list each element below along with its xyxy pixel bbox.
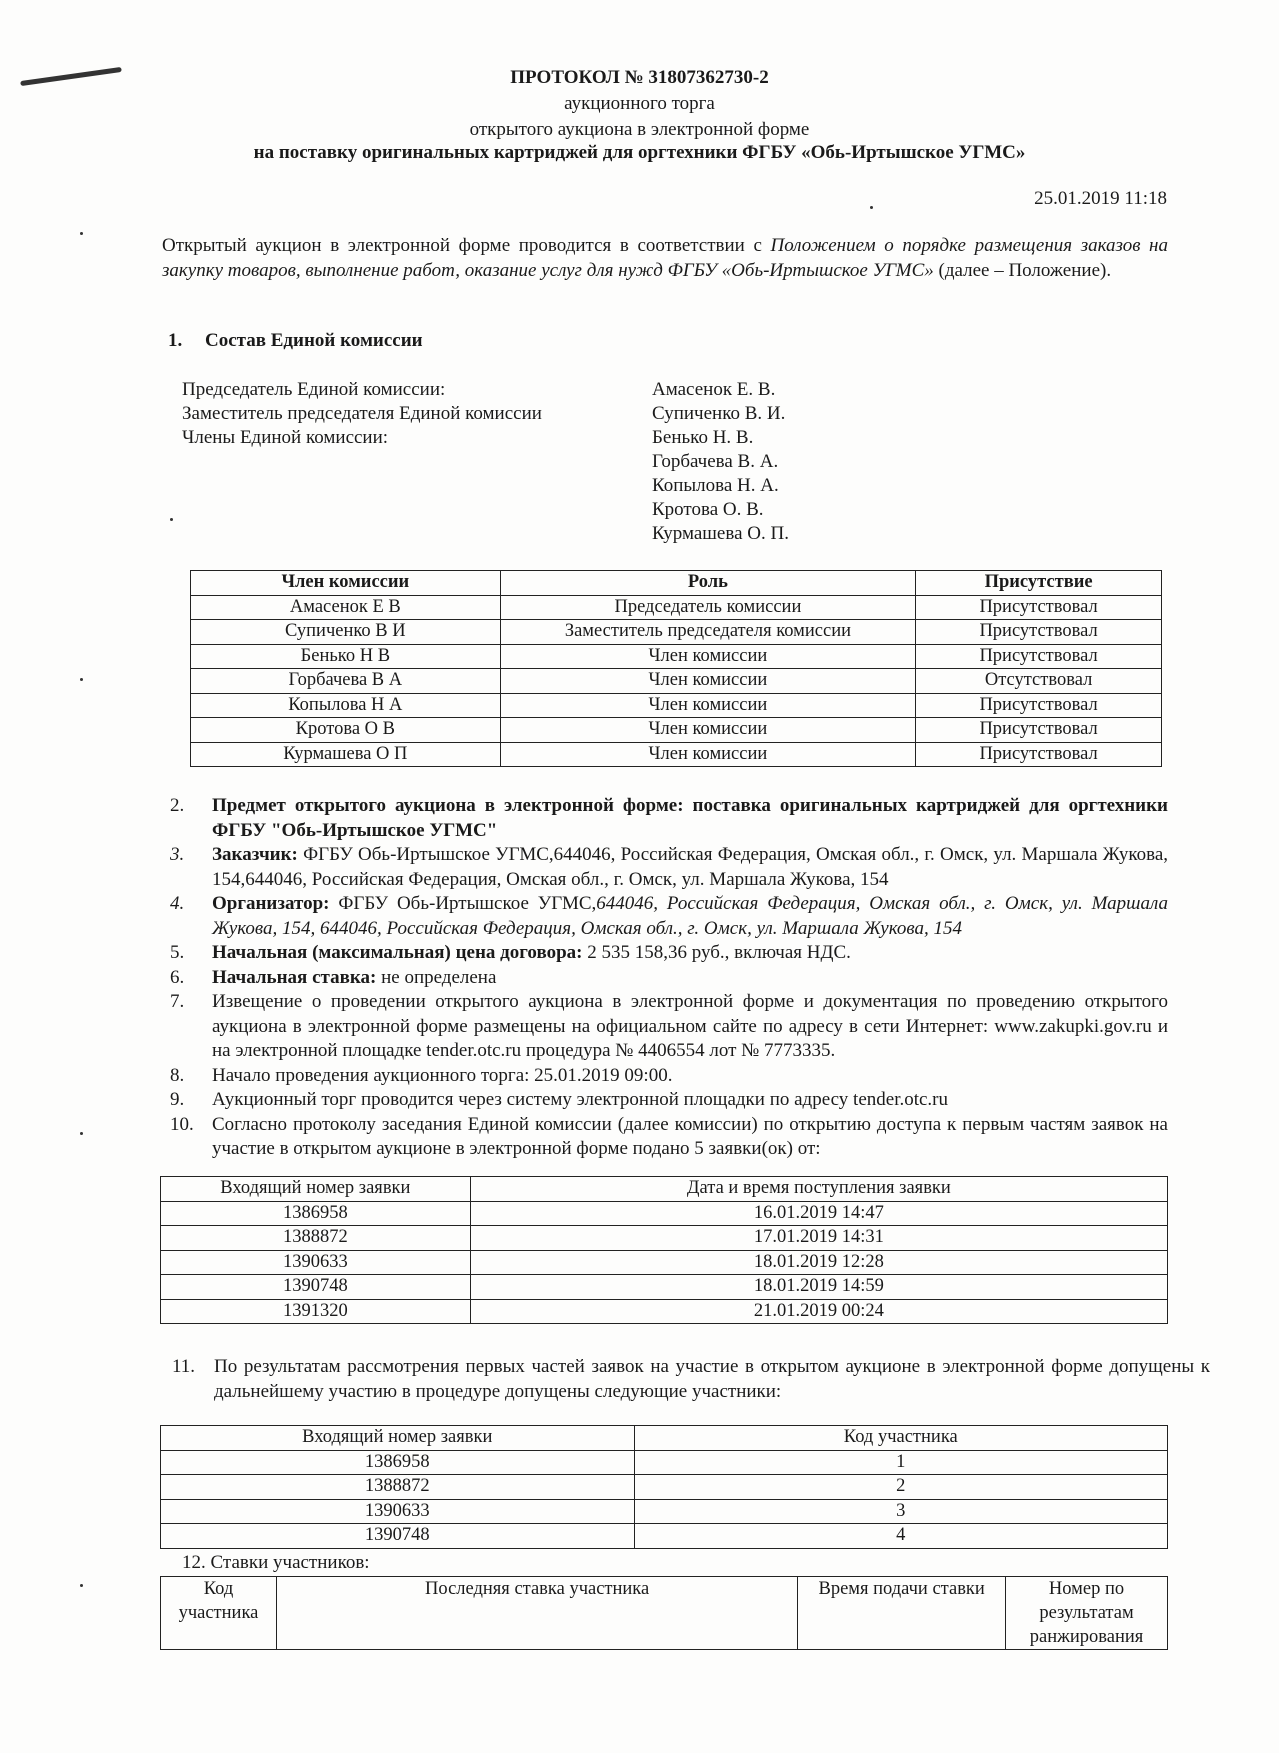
column-header: Номер по результатам ранжирования xyxy=(1006,1577,1168,1650)
item-number: 11. xyxy=(172,1356,196,1377)
item-text: Начало проведения аукционного торга: 25.01.2019 09:00. xyxy=(212,1064,673,1086)
column-header: Роль xyxy=(500,571,916,596)
item-text: не определена xyxy=(376,966,497,988)
table-cell: 4 xyxy=(634,1524,1167,1549)
commission-roles xyxy=(182,378,542,450)
table-cell: 1386958 xyxy=(161,1450,635,1475)
scan-speck xyxy=(170,518,173,521)
section-1-heading xyxy=(168,330,423,352)
table-cell: Член комиссии xyxy=(500,693,916,718)
section-number: 1. xyxy=(168,330,183,351)
commission-names xyxy=(652,378,789,546)
table-cell: 1388872 xyxy=(161,1226,471,1251)
table-row xyxy=(161,1499,1168,1524)
column-header: Код участника xyxy=(161,1577,277,1650)
member-name: Супиченко В. И. xyxy=(652,403,786,424)
member-name: Копылова Н. А. xyxy=(652,475,779,496)
list-item xyxy=(170,941,1168,966)
column-header: Член комиссии xyxy=(191,571,501,596)
table-cell: Супиченко В И xyxy=(191,620,501,645)
table-cell: 1391320 xyxy=(161,1299,471,1324)
table-row xyxy=(191,669,1162,694)
role-deputy: Заместитель председателя Единой комиссии xyxy=(182,403,542,424)
table-cell: Член комиссии xyxy=(500,742,916,767)
intro-text-1: Открытый аукцион в электронной форме проводится в соответствии с xyxy=(162,235,771,256)
table-cell: Член комиссии xyxy=(500,669,916,694)
role-members: Члены Единой комиссии: xyxy=(182,427,389,448)
item-label: Начальная ставка: xyxy=(212,966,377,988)
table-cell: Копылова Н А xyxy=(191,693,501,718)
table-row xyxy=(191,742,1162,767)
table-cell: 21.01.2019 00:24 xyxy=(470,1299,1167,1324)
item-number: 9. xyxy=(170,1089,185,1110)
list-item xyxy=(170,1088,1168,1113)
item-number: 2. xyxy=(170,795,185,816)
item-number: 6. xyxy=(170,966,185,988)
applications-table xyxy=(160,1176,1168,1324)
table-row xyxy=(161,1475,1168,1500)
table-cell: Заместитель председателя комиссии xyxy=(500,620,916,645)
protocol-subtitle-3: на поставку оригинальных картриджей для оргтехники ФГБУ «Обь-Иртышское УГМС» xyxy=(253,142,1026,163)
table-cell: 1 xyxy=(634,1450,1167,1475)
column-header: Дата и время поступления заявки xyxy=(470,1177,1167,1202)
intro-italic: Положением о порядке размещения заказов на закупку товаров, выполнение работ, оказание услуг для нужд ФГБУ «Обь-Иртышское УГМС» xyxy=(162,235,1168,281)
table-cell: Присутствовал xyxy=(916,742,1162,767)
table-cell: Присутствовал xyxy=(916,644,1162,669)
item-number: 7. xyxy=(170,991,185,1012)
column-header: Присутствие xyxy=(916,571,1162,596)
column-header: Последняя ставка участника xyxy=(276,1577,797,1650)
table-cell: 1390748 xyxy=(161,1275,471,1300)
table-cell: Горбачева В А xyxy=(191,669,501,694)
item-label: Организатор: xyxy=(212,893,330,914)
item-italic-text: 644046, Российская Федерация, Омская обл., г. Омск, ул. Маршала Жукова, 154, 644046, Российская Федерация, Омская обл., г. Омск, ул. Маршала Жукова, 154 xyxy=(212,893,1168,939)
section-title: Состав Единой комиссии xyxy=(205,330,423,351)
table-cell: 1390633 xyxy=(161,1250,471,1275)
item-text: Ставки участников: xyxy=(210,1552,370,1573)
table-row xyxy=(161,1250,1168,1275)
list-item-12 xyxy=(182,1552,370,1574)
list-item xyxy=(170,966,1168,991)
item-label: Начальная (максимальная) цена договора: xyxy=(212,942,583,963)
table-cell: Бенько Н В xyxy=(191,644,501,669)
member-name: Курмашева О. П. xyxy=(652,523,789,544)
admitted-table xyxy=(160,1425,1168,1549)
numbered-items xyxy=(170,794,1168,1162)
protocol-date: 25.01.2019 11:18 xyxy=(1034,188,1167,209)
list-item xyxy=(170,892,1168,941)
table-cell: Член комиссии xyxy=(500,644,916,669)
column-header: Код участника xyxy=(634,1426,1167,1451)
table-row xyxy=(161,1275,1168,1300)
table-cell: 1390748 xyxy=(161,1524,635,1549)
table-row xyxy=(191,644,1162,669)
item-label: Заказчик: xyxy=(212,844,298,865)
table-cell: 18.01.2019 14:59 xyxy=(470,1275,1167,1300)
table-cell: Курмашева О П xyxy=(191,742,501,767)
table-header-row xyxy=(191,571,1162,596)
list-item xyxy=(170,843,1168,892)
scan-speck xyxy=(870,206,873,209)
table-row xyxy=(161,1226,1168,1251)
table-cell: 1388872 xyxy=(161,1475,635,1500)
item-number: 8. xyxy=(170,1064,185,1086)
item-text: Согласно протоколу заседания Единой комиссии (далее комиссии) по открытию доступа к первым частям заявок на участие в открытом аукционе в электронной форме подано 5 заявки(ок) от: xyxy=(212,1113,1168,1159)
member-name: Амасенок Е. В. xyxy=(652,379,776,400)
scan-speck xyxy=(80,1132,83,1135)
table-cell: Отсутствовал xyxy=(916,669,1162,694)
item-number: 4. xyxy=(170,893,185,914)
table-row xyxy=(191,693,1162,718)
table-cell: Присутствовал xyxy=(916,718,1162,743)
item-number: 10. xyxy=(170,1113,194,1135)
table-cell: Присутствовал xyxy=(916,595,1162,620)
table-cell: 17.01.2019 14:31 xyxy=(470,1226,1167,1251)
scan-speck xyxy=(80,1584,83,1587)
item-number: 5. xyxy=(170,942,185,963)
table-cell: Присутствовал xyxy=(916,620,1162,645)
table-cell: 3 xyxy=(634,1499,1167,1524)
item-number: 12. xyxy=(182,1552,206,1573)
list-item xyxy=(170,1113,1168,1162)
intro-text-2: (далее – Положение). xyxy=(933,259,1112,281)
commission-table xyxy=(190,570,1162,767)
table-cell: Член комиссии xyxy=(500,718,916,743)
protocol-title: ПРОТОКОЛ № 31807362730-2 xyxy=(510,67,769,88)
table-cell: Кротова О В xyxy=(191,718,501,743)
table-cell: 18.01.2019 12:28 xyxy=(470,1250,1167,1275)
table-cell: 2 xyxy=(634,1475,1167,1500)
item-text: Извещение о проведении открытого аукциона в электронной форме и документация по проведению открытого аукциона в электронной форме размещены на официальном сайте по адресу в сети Интернет: www.zakupki.gov.ru и на электронной площадке tender.otc.ru процедура № 4406554 лот № 7773335. xyxy=(212,991,1168,1061)
item-number: 3. xyxy=(170,844,185,865)
item-text: ФГБУ Обь-Иртышское УГМС,644046, Российская Федерация, Омская обл., г. Омск, ул. Маршала Жукова, 154,644046, Российская Федерация, Омская обл., г. Омск, ул. Маршала Жукова, 154 xyxy=(212,844,1168,890)
table-row xyxy=(161,1524,1168,1549)
item-text: ФГБУ Обь-Иртышское УГМС, xyxy=(329,893,597,914)
role-chairman: Председатель Единой комиссии: xyxy=(182,379,446,400)
scan-speck xyxy=(80,678,83,681)
table-row xyxy=(191,718,1162,743)
table-row xyxy=(161,1450,1168,1475)
table-cell: Присутствовал xyxy=(916,693,1162,718)
column-header: Время подачи ставки xyxy=(798,1577,1006,1650)
bids-table xyxy=(160,1576,1168,1650)
member-name: Бенько Н. В. xyxy=(652,427,754,448)
column-header: Входящий номер заявки xyxy=(161,1426,635,1451)
item-text: Аукционный торг проводится через систему электронной площадки по адресу tender.otc.ru xyxy=(212,1089,949,1110)
table-row xyxy=(161,1299,1168,1324)
protocol-subtitle-1: аукционного торга xyxy=(564,93,715,114)
item-text: По результатам рассмотрения первых частей заявок на участие в открытом аукционе в электронной форме допущены к дальнейшему участию в процедуре допущены следующие участники: xyxy=(214,1356,1210,1402)
table-cell: 1390633 xyxy=(161,1499,635,1524)
member-name: Кротова О. В. xyxy=(652,499,764,520)
table-row xyxy=(191,620,1162,645)
protocol-subtitle-2: открытого аукциона в электронной форме xyxy=(469,119,810,140)
list-item xyxy=(170,1064,1168,1089)
table-row xyxy=(191,595,1162,620)
list-item xyxy=(170,990,1168,1064)
item-text: 2 535 158,36 руб., включая НДС. xyxy=(582,942,851,963)
list-item xyxy=(170,794,1168,843)
intro-paragraph xyxy=(162,234,1168,283)
item-text: Предмет открытого аукциона в электронной форме: поставка оригинальных картриджей для оргтехники ФГБУ "Обь-Иртышское УГМС" xyxy=(212,795,1168,841)
table-cell: Председатель комиссии xyxy=(500,595,916,620)
table-header-row xyxy=(161,1577,1168,1650)
column-header: Входящий номер заявки xyxy=(161,1177,471,1202)
table-row xyxy=(161,1201,1168,1226)
table-header-row xyxy=(161,1177,1168,1202)
table-cell: 16.01.2019 14:47 xyxy=(470,1201,1167,1226)
member-name: Горбачева В. А. xyxy=(652,451,779,472)
table-header-row xyxy=(161,1426,1168,1451)
table-cell: Амасенок Е В xyxy=(191,595,501,620)
table-cell: 1386958 xyxy=(161,1201,471,1226)
scan-speck xyxy=(80,232,83,235)
list-item-11 xyxy=(172,1355,1210,1404)
